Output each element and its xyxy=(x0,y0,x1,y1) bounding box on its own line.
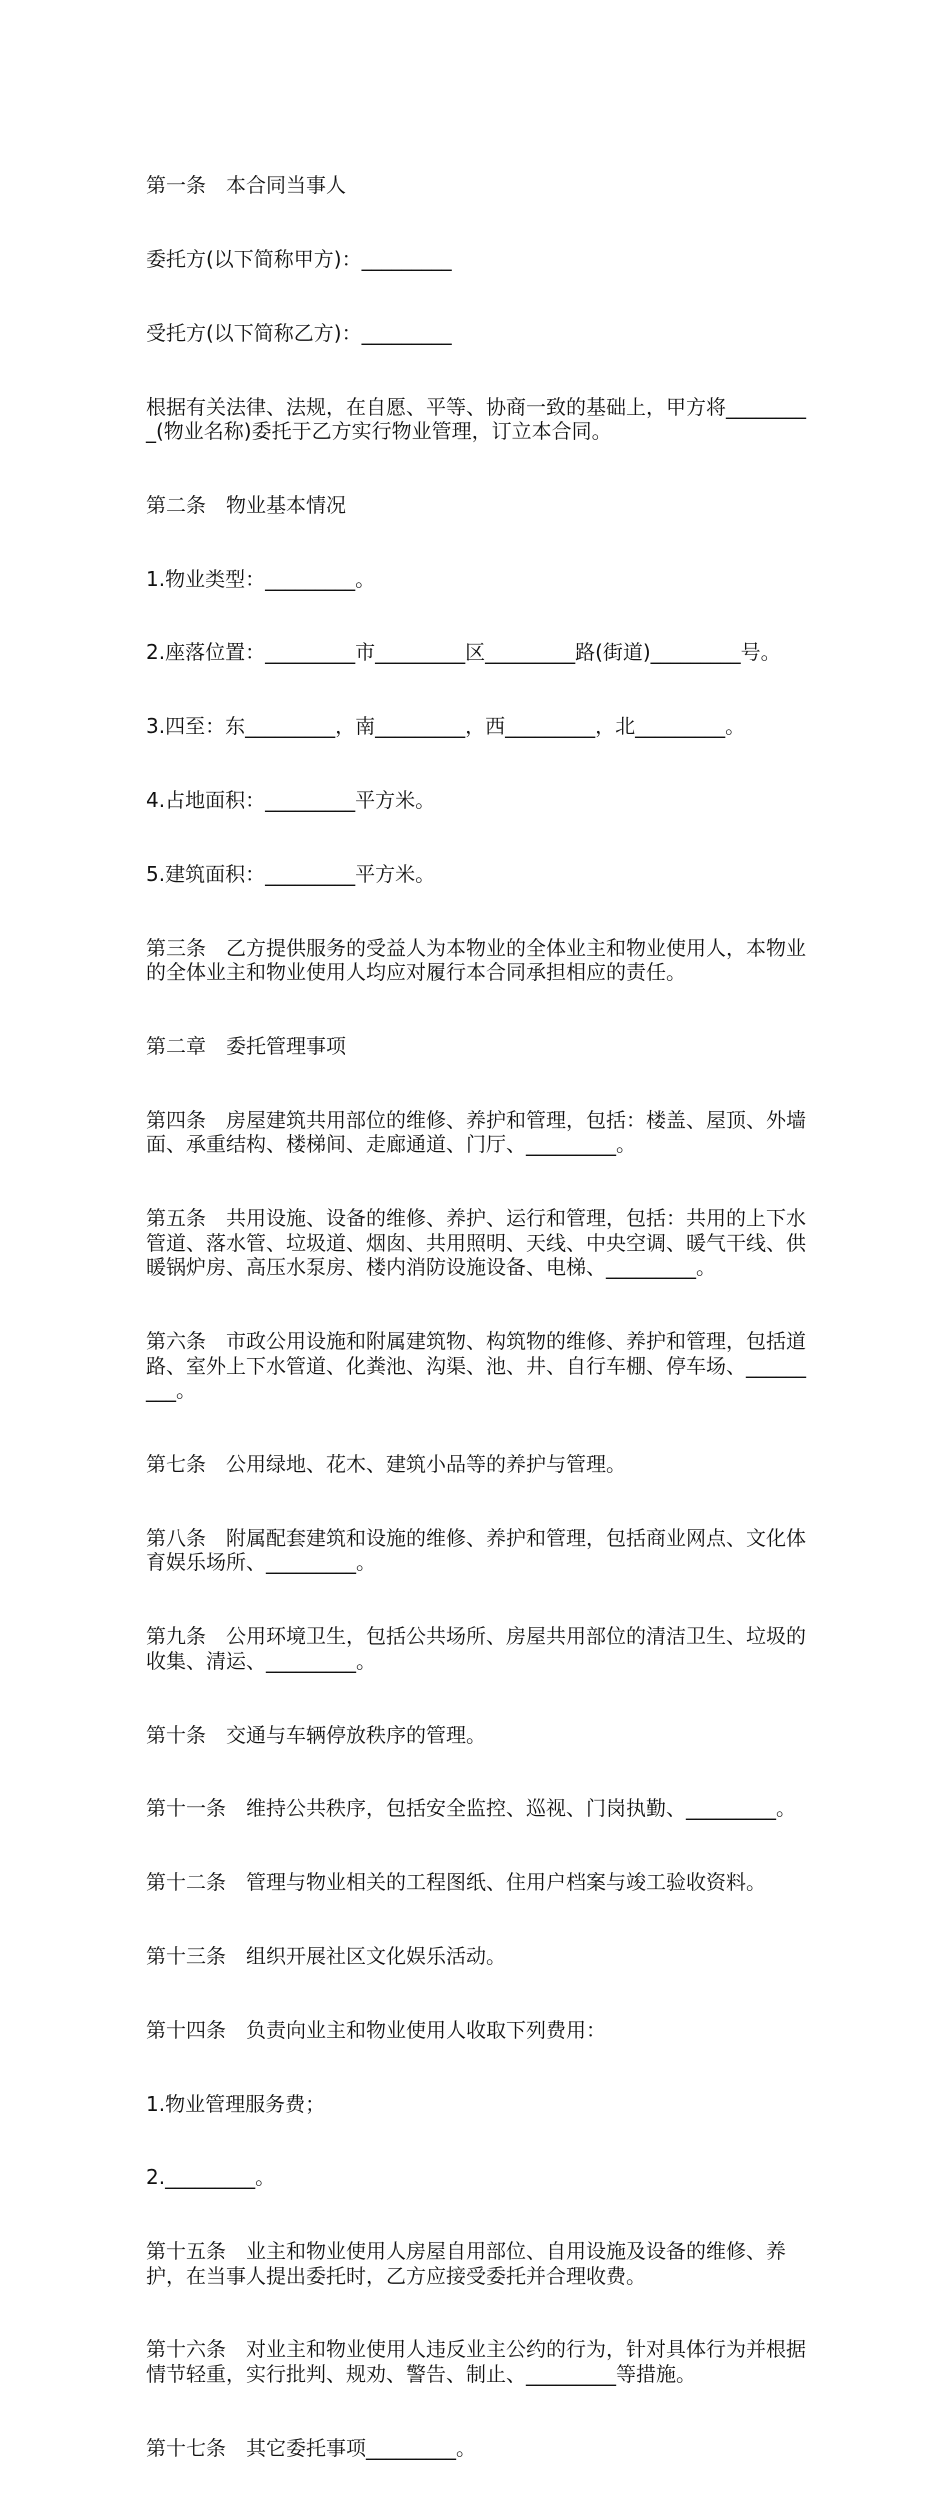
article-10-paragraph: 第十条 交通与车辆停放秩序的管理。 xyxy=(146,1722,486,1747)
property-location-line: 2.座落位置：_________市_________区_________路(街道)_________号。 xyxy=(146,640,781,665)
article-3-paragraph: 第三条 乙方提供服务的受益人为本物业的全体业主和物业使用人，本物业的全体业主和物业使用人均应对履行本合同承担相应的责任。 xyxy=(146,935,806,985)
article-2-heading: 第二条 物业基本情况 xyxy=(146,492,346,517)
article-7-paragraph: 第七条 公用绿地、花木、建筑小品等的养护与管理。 xyxy=(146,1452,626,1477)
article-14-paragraph: 第十四条 负责向业主和物业使用人收取下列费用： xyxy=(146,2017,606,2042)
article-13-paragraph: 第十三条 组织开展社区文化娱乐活动。 xyxy=(146,1943,506,1968)
land-area-line: 4.占地面积：_________平方米。 xyxy=(146,788,436,813)
article-4-paragraph: 第四条 房屋建筑共用部位的维修、养护和管理，包括：楼盖、屋顶、外墙面、承重结构、楼梯间、走廊通道、门厅、_________。 xyxy=(146,1107,806,1157)
article-9-paragraph: 第九条 公用环境卫生，包括公共场所、房屋共用部位的清洁卫生、垃圾的收集、清运、_________。 xyxy=(146,1624,806,1673)
contract-body xyxy=(146,124,811,2510)
article-1-heading: 第一条 本合同当事人 xyxy=(146,173,346,198)
article-16-paragraph: 第十六条 对业主和物业使用人违反业主公约的行为，针对具体行为并根据情节轻重，实行批判、规劝、警告、制止、_________等措施。 xyxy=(146,2337,806,2387)
article-5-paragraph: 第五条 共用设施、设备的维修、养护、运行和管理，包括：共用的上下水管道、落水管、垃圾道、烟囱、共用照明、天线、中央空调、暖气干线、供暖锅炉房、高压水泵房、楼内消防设施设备、电梯、_________。 xyxy=(146,1206,806,1280)
article-17-paragraph: 第十七条 其它委托事项_________。 xyxy=(146,2435,476,2460)
article-6-paragraph: 第六条 市政公用设施和附属建筑物、构筑物的维修、养护和管理，包括道路、室外上下水管道、化粪池、沟渠、池、井、自行车棚、停车场、_________。 xyxy=(146,1329,806,1403)
party-a-line: 委托方(以下简称甲方)：_________ xyxy=(146,246,452,271)
article-11-paragraph: 第十一条 维持公共秩序，包括安全监控、巡视、门岗执勤、_________。 xyxy=(146,1796,796,1821)
article-15-paragraph: 第十五条 业主和物业使用人房屋自用部位、自用设施及设备的维修、养护，在当事人提出委托时，乙方应接受委托并合理收费。 xyxy=(146,2239,786,2288)
building-area-line: 5.建筑面积：_________平方米。 xyxy=(146,861,436,886)
property-boundaries-line: 3.四至：东_________，南_________，西_________，北_________。 xyxy=(146,714,746,739)
article-8-paragraph: 第八条 附属配套建筑和设施的维修、养护和管理，包括商业网点、文化体育娱乐场所、_________。 xyxy=(146,1525,806,1575)
chapter-2-heading: 第二章 委托管理事项 xyxy=(146,1033,346,1058)
fee-item-1: 1.物业管理服务费； xyxy=(146,2091,326,2116)
party-b-line: 受托方(以下简称乙方)：_________ xyxy=(146,320,452,345)
fee-item-2: 2._________。 xyxy=(146,2165,276,2190)
property-type-line: 1.物业类型：_________。 xyxy=(146,566,376,591)
article-12-paragraph: 第十二条 管理与物业相关的工程图纸、住用户档案与竣工验收资料。 xyxy=(146,1870,766,1895)
preamble-paragraph: 根据有关法律、法规，在自愿、平等、协商一致的基础上，甲方将_________(物业名称)委托于乙方实行物业管理，订立本合同。 xyxy=(146,394,806,444)
